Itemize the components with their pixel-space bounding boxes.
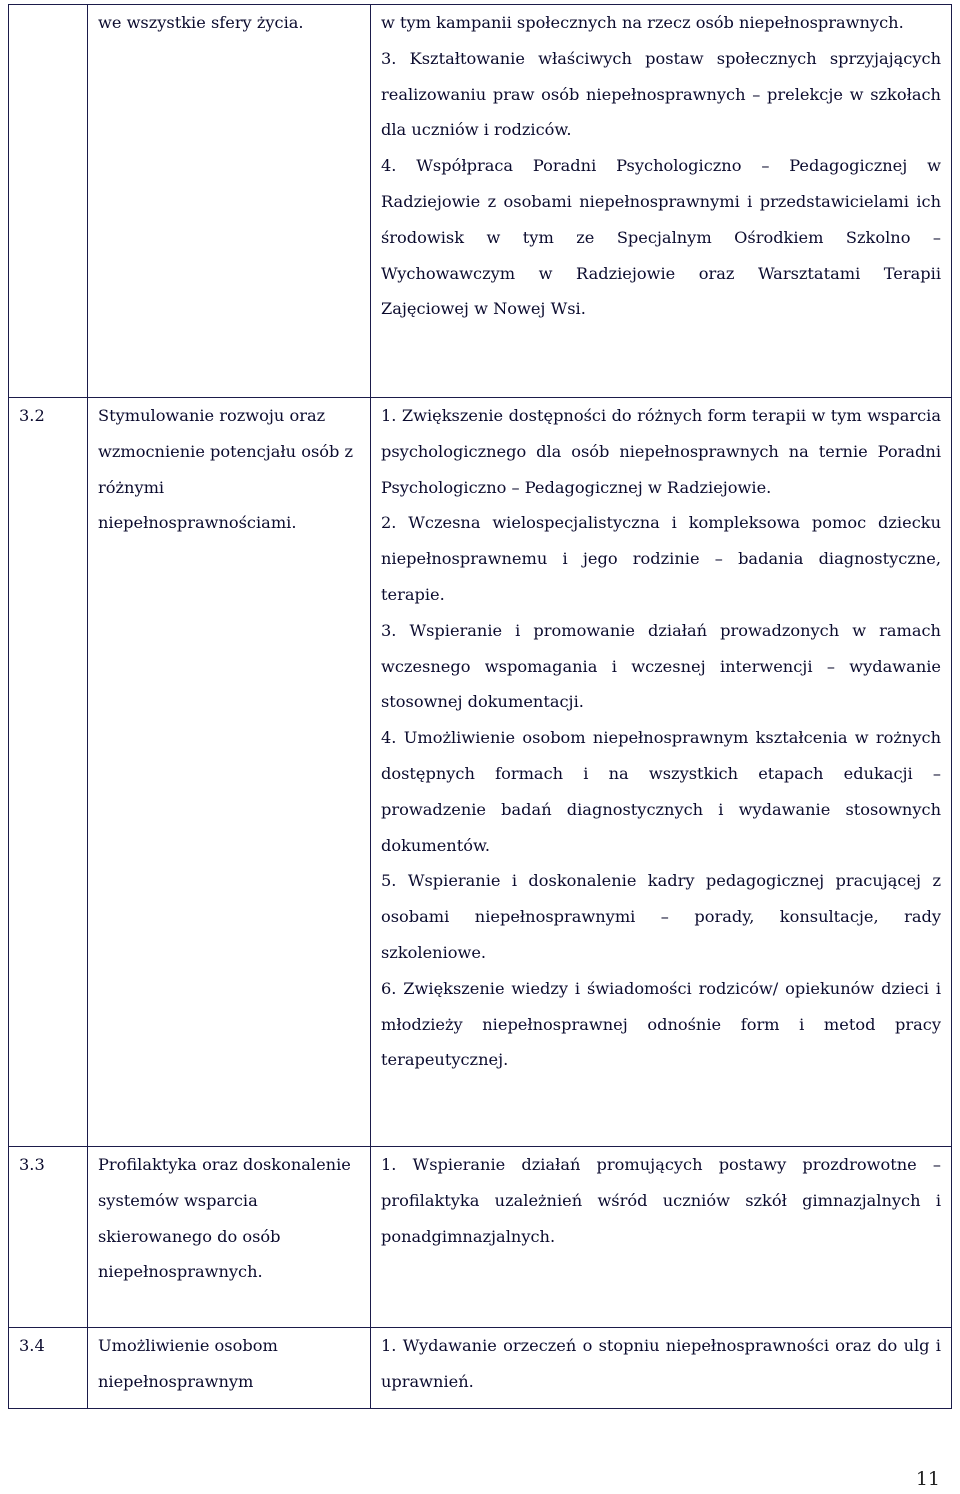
tasks-cell (371, 5, 952, 398)
task-item: 1. Wspieranie działań promujących postawy prozdrowotne – profilaktyka uzależnień wśród uczniów szkół gimnazjalnych i ponadgimnazjalnych. (381, 1155, 941, 1246)
row-number (9, 5, 88, 398)
table-row (9, 1147, 952, 1328)
goal-text: Umożliwienie osobom niepełnosprawnym (88, 1328, 371, 1409)
table-row (9, 1328, 952, 1409)
row-number: 3.2 (9, 398, 88, 1147)
goal-text: Stymulowanie rozwoju oraz wzmocnienie potencjału osób z różnymi niepełnosprawnościami. (88, 398, 371, 1147)
task-item: 1. Wydawanie orzeczeń o stopniu niepełnosprawności oraz do ulg i uprawnień. (381, 1336, 941, 1391)
goal-text: we wszystkie sfery życia. (88, 5, 371, 398)
strategy-table (8, 4, 952, 1409)
table-row (9, 5, 952, 398)
task-item: w tym kampanii społecznych na rzecz osób niepełnosprawnych. (381, 13, 904, 32)
tasks-cell (371, 1147, 952, 1328)
page-number: 11 (915, 1468, 940, 1490)
tasks-cell (371, 1328, 952, 1409)
task-item: 3. Kształtowanie właściwych postaw społecznych sprzyjających realizowaniu praw osób niepełnosprawnych – prelekcje w szkołach dla uczniów i rodziców. (381, 48, 941, 140)
row-number: 3.4 (9, 1328, 88, 1409)
task-item: 1. Zwiększenie dostępności do różnych form terapii w tym wsparcia psychologicznego dla osób niepełnosprawnych na ternie Poradni Psychologiczno – Pedagogicznej w Radziejowie. (381, 406, 941, 497)
task-item: 2. Wczesna wielospecjalistyczna i kompleksowa pomoc dziecku niepełnosprawnemu i jego rodzinie – badania diagnostyczne, terapie. (381, 513, 941, 604)
task-item: 5. Wspieranie i doskonalenie kadry pedagogicznej pracującej z osobami niepełnosprawnymi – porady, konsultacje, rady szkoleniowe. (381, 871, 941, 962)
goal-text: Profilaktyka oraz doskonalenie systemów wsparcia skierowanego do osób niepełnosprawnych. (88, 1147, 371, 1328)
task-item: 3. Wspieranie i promowanie działań prowadzonych w ramach wczesnego wspomagania i wczesnej interwencji – wydawanie stosownej dokumentacji. (381, 620, 941, 712)
tasks-cell (371, 398, 952, 1147)
table-row (9, 398, 952, 1147)
task-item: 6. Zwiększenie wiedzy i świadomości rodziców/ opiekunów dzieci i młodzieży niepełnosprawnej odnośnie form i metod pracy terapeutycznej. (381, 978, 941, 1070)
task-item: 4. Umożliwienie osobom niepełnosprawnym kształcenia w rożnych dostępnych formach i na wszystkich etapach edukacji – prowadzenie badań diagnostycznych i wydawanie stosownych dokumentów. (381, 728, 941, 855)
task-item: 4. Współpraca Poradni Psychologiczno – Pedagogicznej w Radziejowie z osobami niepełnosprawnymi i przedstawicielami ich środowisk w tym ze Specjalnym Ośrodkiem Szkolno – Wychowawczym w Radziejowie oraz Warsztatami Terapii Zajęciowej w Nowej Wsi. (381, 156, 941, 319)
row-number: 3.3 (9, 1147, 88, 1328)
